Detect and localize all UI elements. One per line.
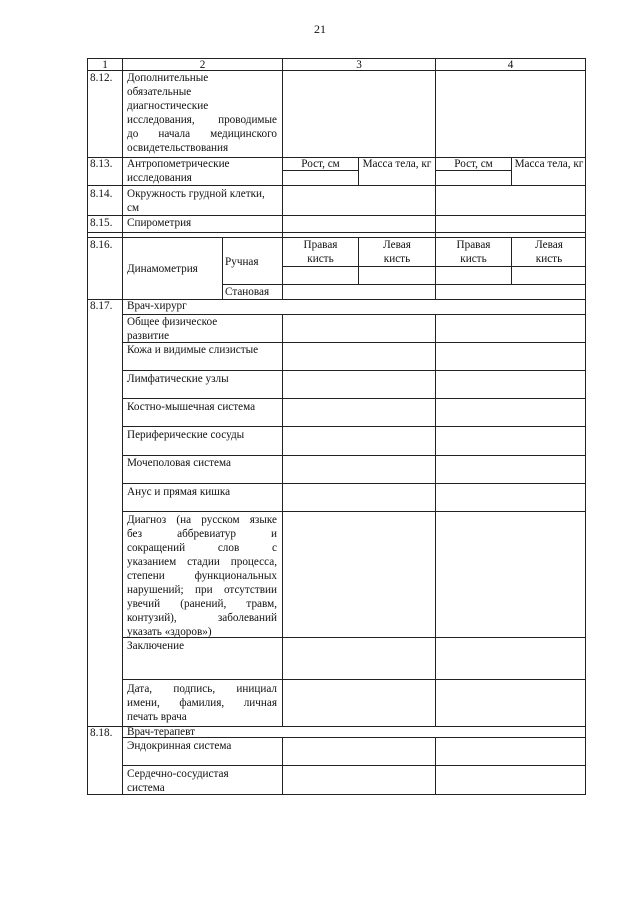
row-number: 8.12. [90, 72, 113, 84]
row-label-line: Антропометрические [127, 158, 230, 170]
exam-item: Анус и прямая кишка [127, 486, 231, 498]
rule [222, 237, 223, 299]
rule [87, 58, 88, 795]
rule [122, 426, 586, 427]
row-label-line: исследования [127, 172, 192, 184]
row-label-line: освидетельствования [127, 142, 229, 154]
diagnosis-line: увечий (ранений, травм, [127, 598, 277, 610]
left-hand-header: Левая [535, 239, 563, 251]
rule [435, 314, 436, 726]
column-header-3: 3 [356, 59, 362, 71]
row-number: 8.14. [90, 188, 113, 200]
row-label-line: Дополнительные [127, 72, 209, 84]
row-number: 8.16. [90, 239, 113, 251]
rule [122, 483, 586, 484]
exam-item: Эндокринная система [127, 740, 232, 752]
row-number: 8.13. [90, 158, 113, 170]
left-hand-header: Левая [383, 239, 411, 251]
left-hand-header: кисть [383, 253, 411, 265]
section-title: Врач-хирург [127, 300, 187, 312]
weight-header: Масса тела, кг [362, 158, 432, 170]
diagnosis-line: без аббревиатур и [127, 528, 277, 540]
section-title: Врач-терапевт [127, 726, 196, 738]
manual-label: Ручная [225, 256, 259, 268]
page-number: 21 [314, 22, 326, 36]
row-label-line: Спирометрия [127, 217, 192, 229]
diagnosis-line: нарушений; при отсутствии [127, 584, 277, 596]
exam-item: Мочеполовая система [127, 457, 231, 469]
row-number: 8.18. [90, 727, 113, 739]
left-hand-header: кисть [535, 253, 563, 265]
diagnosis-line: указать «здоров») [127, 626, 212, 638]
diagnosis-line: сокращений слов с [127, 542, 277, 554]
rule [122, 511, 586, 512]
diagnosis-line: указанием стадии процесса, [127, 556, 277, 568]
right-hand-header: Правая [303, 239, 338, 251]
right-hand-header: кисть [460, 253, 487, 265]
exam-item: Костно-мышечная система [127, 401, 256, 413]
height-header: Рост, см [454, 158, 493, 170]
conclusion-label: Заключение [127, 640, 185, 652]
diagnosis-line: Диагноз (на русском языке [127, 514, 277, 526]
row-label-line: обязательные [127, 86, 192, 98]
row-label-line: диагностические [127, 100, 209, 112]
row-label-line: см [127, 202, 140, 214]
rule [282, 737, 283, 794]
rule [282, 284, 586, 285]
rule [435, 737, 436, 794]
exam-item: развитие [127, 330, 170, 342]
height-header: Рост, см [301, 158, 340, 170]
column-header-2: 2 [199, 59, 206, 71]
right-hand-header: кисть [307, 253, 334, 265]
exam-item: Кожа и видимые слизистые [127, 344, 259, 356]
signature-line: имени, фамилия, личная [127, 697, 277, 709]
rule [122, 765, 586, 766]
column-header-4: 4 [507, 59, 514, 71]
diagnosis-line: контузий), заболеваний [127, 612, 277, 624]
row-label-line: исследования, проводимые [127, 114, 277, 126]
rule [282, 314, 283, 726]
rule [87, 232, 586, 233]
diagnosis-line: степени функциональных [127, 570, 277, 582]
exam-item: Периферические сосуды [127, 429, 245, 441]
row-number: 8.15. [90, 217, 113, 229]
exam-item: система [127, 782, 165, 794]
rule [122, 370, 586, 371]
row-number: 8.17. [90, 300, 113, 312]
exam-item: Сердечно-сосудистая [127, 768, 229, 780]
signature-line: Дата, подпись, инициал [127, 683, 277, 695]
rule [122, 58, 123, 795]
stan-label: Становая [225, 286, 270, 298]
row-label-line: до начала медицинского [127, 128, 277, 140]
signature-line: печать врача [127, 711, 187, 723]
rule [122, 679, 586, 680]
right-hand-header: Правая [456, 239, 491, 251]
weight-header: Масса тела, кг [514, 158, 584, 170]
row-label-line: Окружность грудной клетки, [127, 188, 265, 200]
column-header-1: 1 [102, 59, 108, 71]
exam-item: Общее физическое [127, 316, 218, 328]
dynamometry-label: Динамометрия [127, 263, 198, 275]
exam-item: Лимфатические узлы [127, 373, 229, 385]
rule [122, 398, 586, 399]
